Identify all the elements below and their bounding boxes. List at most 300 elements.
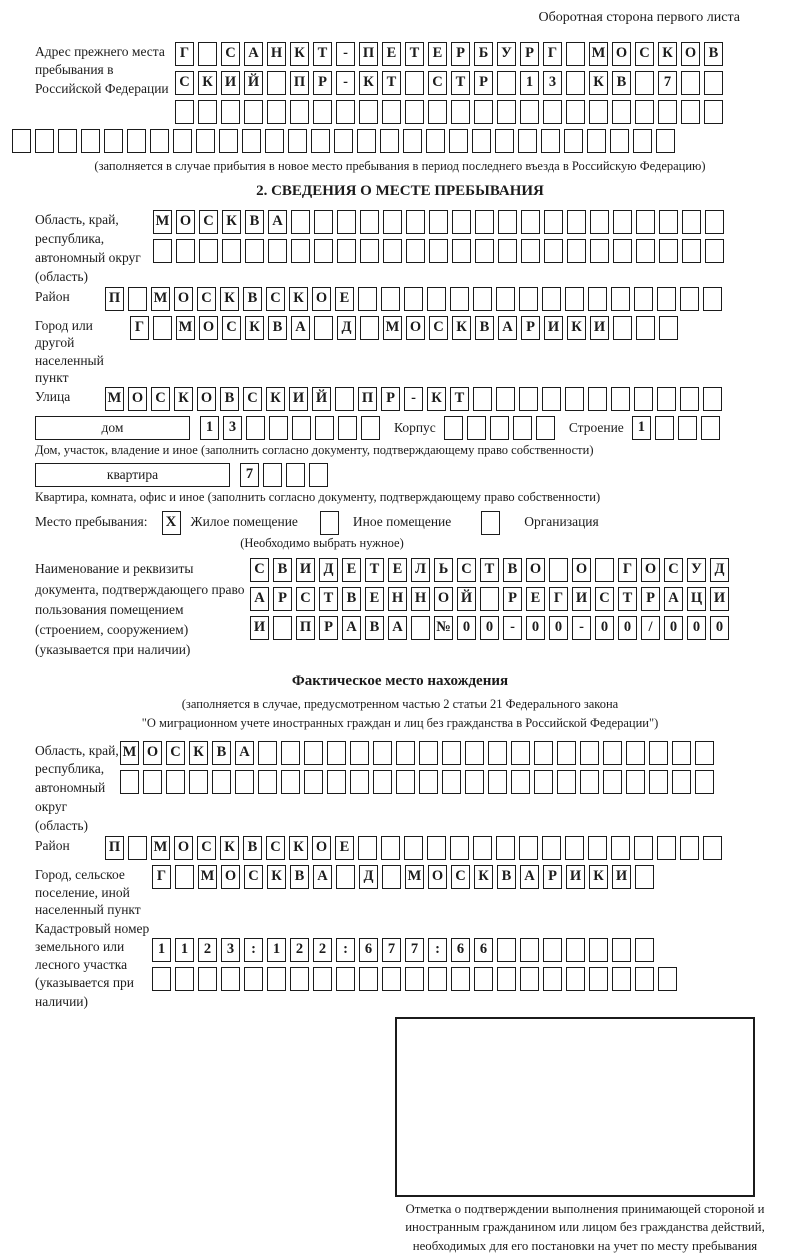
- char-cell: В: [342, 587, 361, 611]
- char-cell: Т: [319, 587, 338, 611]
- char-cell: [313, 100, 332, 124]
- char-cell: [541, 129, 560, 153]
- actual-district-label: Район: [35, 838, 70, 854]
- char-cell: О: [406, 316, 425, 340]
- char-cell: [634, 387, 653, 411]
- char-cell: В: [704, 42, 723, 66]
- city-label: Город или другой населенный пункт: [35, 317, 104, 386]
- char-cell: [337, 239, 356, 263]
- char-cell: [452, 239, 471, 263]
- char-cell: [444, 416, 463, 440]
- char-cell: 1: [632, 416, 651, 440]
- char-cell: П: [105, 836, 124, 860]
- char-cell: С: [451, 865, 470, 889]
- char-cell: [358, 836, 377, 860]
- char-cell: К: [589, 865, 608, 889]
- char-cell: [635, 71, 654, 95]
- actual-region-label: Область, край, республика, автономный округ (область): [35, 742, 119, 834]
- char-cell: О: [174, 287, 193, 311]
- char-cell: [565, 287, 584, 311]
- char-cell: [543, 100, 562, 124]
- char-cell: [659, 210, 678, 234]
- char-cell: О: [312, 836, 331, 860]
- char-cell: [404, 287, 423, 311]
- actual-title: Фактическое место нахождения: [291, 672, 509, 689]
- char-cell: [381, 287, 400, 311]
- char-cell: С: [428, 71, 447, 95]
- char-cell: Р: [474, 71, 493, 95]
- char-cell: П: [358, 387, 377, 411]
- char-cell: [359, 100, 378, 124]
- char-cell: О: [612, 42, 631, 66]
- char-cell: [465, 741, 484, 765]
- char-cell: [304, 770, 323, 794]
- char-cell: А: [498, 316, 517, 340]
- char-cell: К: [567, 316, 586, 340]
- char-cell: [589, 100, 608, 124]
- char-cell: Й: [457, 587, 476, 611]
- char-cell: [335, 387, 354, 411]
- char-cell: [360, 316, 379, 340]
- char-cell: [497, 71, 516, 95]
- char-cell: [633, 129, 652, 153]
- char-cell: -: [572, 616, 591, 640]
- char-cell: С: [250, 558, 269, 582]
- char-cell: [358, 287, 377, 311]
- char-cell: [497, 967, 516, 991]
- char-cell: [588, 836, 607, 860]
- char-cell: [480, 587, 499, 611]
- char-cell: [589, 938, 608, 962]
- char-cell: [705, 210, 724, 234]
- char-cell: [588, 387, 607, 411]
- char-cell: [634, 836, 653, 860]
- char-cell: М: [151, 287, 170, 311]
- char-cell: [290, 100, 309, 124]
- char-cell: [176, 239, 195, 263]
- char-cell: [244, 100, 263, 124]
- char-cell: С: [429, 316, 448, 340]
- char-cell: И: [296, 558, 315, 582]
- char-cell: А: [520, 865, 539, 889]
- char-cell: [219, 129, 238, 153]
- page-header: Оборотная сторона первого листа: [538, 10, 740, 25]
- char-row: [153, 239, 724, 263]
- char-cell: 1: [175, 938, 194, 962]
- char-cell: А: [268, 210, 287, 234]
- char-cell: [543, 967, 562, 991]
- char-cell: :: [428, 938, 447, 962]
- char-cell: О: [312, 287, 331, 311]
- char-cell: К: [220, 287, 239, 311]
- house-box: дом: [35, 416, 190, 440]
- stay-type-label: Место пребывания:: [35, 514, 148, 530]
- char-cell: [290, 967, 309, 991]
- char-cell: К: [245, 316, 264, 340]
- char-cell: [246, 416, 265, 440]
- char-cell: [564, 129, 583, 153]
- char-cell: [361, 416, 380, 440]
- char-cell: [373, 741, 392, 765]
- char-cell: [35, 129, 54, 153]
- actual-city-field: [12, 865, 788, 919]
- char-cell: И: [590, 316, 609, 340]
- char-cell: Й: [312, 387, 331, 411]
- actual-district-field: [12, 836, 788, 865]
- char-cell: [405, 100, 424, 124]
- char-cell: Р: [273, 587, 292, 611]
- char-cell: С: [197, 287, 216, 311]
- char-cell: [566, 42, 585, 66]
- char-cell: С: [266, 287, 285, 311]
- char-cell: Д: [337, 316, 356, 340]
- char-cell: 7: [405, 938, 424, 962]
- char-cell: 2: [313, 938, 332, 962]
- char-cell: [173, 129, 192, 153]
- char-cell: 1: [520, 71, 539, 95]
- char-cell: Н: [388, 587, 407, 611]
- char-cell: [419, 741, 438, 765]
- char-row: [152, 938, 677, 962]
- char-cell: К: [267, 865, 286, 889]
- char-cell: [175, 967, 194, 991]
- char-cell: С: [197, 836, 216, 860]
- char-cell: К: [189, 741, 208, 765]
- char-cell: П: [105, 287, 124, 311]
- char-cell: [565, 387, 584, 411]
- char-cell: [612, 938, 631, 962]
- char-cell: [235, 770, 254, 794]
- char-cell: [488, 770, 507, 794]
- char-cell: [359, 967, 378, 991]
- char-cell: [304, 741, 323, 765]
- char-cell: Н: [267, 42, 286, 66]
- char-cell: [496, 387, 515, 411]
- char-cell: Р: [451, 42, 470, 66]
- char-cell: К: [220, 836, 239, 860]
- char-row: [153, 210, 724, 234]
- char-cell: [465, 770, 484, 794]
- char-cell: [589, 967, 608, 991]
- char-cell: [406, 239, 425, 263]
- char-cell: [281, 741, 300, 765]
- char-cell: О: [143, 741, 162, 765]
- char-cell: [382, 967, 401, 991]
- char-cell: [428, 967, 447, 991]
- char-cell: [396, 770, 415, 794]
- char-cell: [380, 129, 399, 153]
- char-cell: [314, 210, 333, 234]
- char-cell: [566, 100, 585, 124]
- char-cell: [314, 316, 333, 340]
- char-cell: Ь: [434, 558, 453, 582]
- char-cell: [450, 836, 469, 860]
- char-row: [200, 416, 380, 440]
- char-cell: [672, 770, 691, 794]
- char-cell: Г: [175, 42, 194, 66]
- char-cell: М: [151, 836, 170, 860]
- char-cell: [613, 239, 632, 263]
- char-cell: [521, 210, 540, 234]
- char-cell: В: [503, 558, 522, 582]
- char-cell: А: [388, 616, 407, 640]
- char-cell: 7: [240, 463, 259, 487]
- char-cell: В: [220, 387, 239, 411]
- char-row: [250, 587, 729, 611]
- char-cell: [649, 770, 668, 794]
- section2-title: 2. СВЕДЕНИЯ О МЕСТЕ ПРЕБЫВАНИЯ: [256, 183, 544, 200]
- stay-type-note: (Необходимо выбрать нужное): [240, 535, 404, 550]
- char-cell: [426, 129, 445, 153]
- char-cell: [291, 239, 310, 263]
- char-cell: Е: [335, 836, 354, 860]
- actual-city-label: Город, сельское поселение, иной населенный пункт: [35, 867, 141, 918]
- char-cell: [429, 210, 448, 234]
- actual-region-cells: [120, 741, 714, 799]
- char-cell: М: [120, 741, 139, 765]
- char-cell: [442, 741, 461, 765]
- char-cell: [198, 967, 217, 991]
- char-cell: [411, 616, 430, 640]
- char-cell: [635, 865, 654, 889]
- char-cell: [336, 967, 355, 991]
- char-cell: [474, 100, 493, 124]
- char-cell: Г: [543, 42, 562, 66]
- char-cell: :: [336, 938, 355, 962]
- char-cell: [150, 129, 169, 153]
- char-cell: И: [289, 387, 308, 411]
- char-cell: [613, 316, 632, 340]
- checkbox-organization: [481, 511, 500, 535]
- char-cell: [511, 741, 530, 765]
- cadastral-field: [12, 919, 788, 1011]
- char-cell: О: [434, 587, 453, 611]
- street-field: [12, 387, 788, 416]
- char-cell: [429, 239, 448, 263]
- char-cell: А: [235, 741, 254, 765]
- char-cell: Е: [335, 287, 354, 311]
- char-cell: А: [244, 42, 263, 66]
- korpus-label: Корпус: [394, 419, 436, 435]
- char-cell: №: [434, 616, 453, 640]
- char-cell: Е: [388, 558, 407, 582]
- char-cell: [649, 741, 668, 765]
- char-cell: [635, 100, 654, 124]
- char-cell: [611, 287, 630, 311]
- char-cell: [212, 770, 231, 794]
- char-cell: М: [105, 387, 124, 411]
- char-cell: [519, 287, 538, 311]
- city-field: [12, 316, 788, 387]
- char-cell: [703, 287, 722, 311]
- char-cell: [590, 210, 609, 234]
- char-cell: [565, 836, 584, 860]
- char-cell: К: [427, 387, 446, 411]
- char-cell: [269, 416, 288, 440]
- checkbox-residential: X: [162, 511, 181, 535]
- prev-address-note: (заполняется в случае прибытия в новое место пребывания в период последнего въезда в Российскую Федерацию): [94, 158, 706, 173]
- char-cell: В: [475, 316, 494, 340]
- char-cell: -: [336, 71, 355, 95]
- char-cell: [383, 210, 402, 234]
- char-cell: [104, 129, 123, 153]
- char-cell: О: [428, 865, 447, 889]
- char-cell: М: [153, 210, 172, 234]
- char-cell: В: [365, 616, 384, 640]
- apartment-row: [35, 463, 788, 487]
- char-cell: [542, 836, 561, 860]
- char-cell: В: [273, 558, 292, 582]
- char-cell: С: [635, 42, 654, 66]
- confirmation-stamp-box: [395, 1017, 755, 1197]
- char-cell: [655, 416, 674, 440]
- char-cell: [611, 387, 630, 411]
- char-cell: [473, 287, 492, 311]
- char-cell: Д: [319, 558, 338, 582]
- char-cell: И: [544, 316, 563, 340]
- char-cell: [474, 967, 493, 991]
- char-cell: 6: [451, 938, 470, 962]
- char-cell: [497, 100, 516, 124]
- char-cell: О: [128, 387, 147, 411]
- char-row: [120, 770, 714, 794]
- char-cell: [635, 938, 654, 962]
- char-cell: [291, 210, 310, 234]
- char-cell: [659, 316, 678, 340]
- char-cell: [350, 741, 369, 765]
- char-cell: И: [572, 587, 591, 611]
- document-field: [12, 558, 788, 660]
- char-cell: 0: [457, 616, 476, 640]
- char-cell: [268, 239, 287, 263]
- cadastral-label: Кадастровый номер земельного или лесного участка (указывается при наличии): [35, 920, 150, 1009]
- char-cell: К: [290, 42, 309, 66]
- char-cell: [681, 100, 700, 124]
- char-cell: [475, 239, 494, 263]
- char-cell: [152, 967, 171, 991]
- char-cell: [175, 100, 194, 124]
- char-cell: [258, 741, 277, 765]
- char-cell: [404, 836, 423, 860]
- char-cell: [520, 938, 539, 962]
- char-cell: [634, 287, 653, 311]
- char-cell: [373, 770, 392, 794]
- char-cell: 2: [290, 938, 309, 962]
- char-cell: [587, 129, 606, 153]
- char-cell: [703, 836, 722, 860]
- char-cell: [315, 416, 334, 440]
- char-row: [250, 616, 729, 640]
- char-cell: [189, 770, 208, 794]
- char-cell: [678, 416, 697, 440]
- char-cell: [350, 770, 369, 794]
- actual-note-1: (заполняется в случае, предусмотренном частью 2 статьи 21 Федерального закона: [181, 696, 619, 711]
- region-label: Область, край, республика, автономный округ (область): [35, 212, 141, 284]
- region-field: [12, 210, 788, 287]
- char-row: [632, 416, 720, 440]
- char-cell: А: [342, 616, 361, 640]
- char-cell: :: [244, 938, 263, 962]
- char-cell: [682, 239, 701, 263]
- actual-region-field: [12, 741, 788, 836]
- char-cell: [705, 239, 724, 263]
- stamp-caption: Отметка о подтверждении выполнения принимающей стороной и иностранным гражданином или лицом без гражданства действий, необходимых для его постановки на учет по месту пребывания: [405, 1201, 765, 1253]
- char-cell: [534, 741, 553, 765]
- char-cell: Р: [313, 71, 332, 95]
- char-cell: [566, 938, 585, 962]
- char-cell: [128, 836, 147, 860]
- char-cell: У: [687, 558, 706, 582]
- char-cell: [427, 836, 446, 860]
- prev-address-block: [12, 42, 788, 129]
- char-cell: [327, 770, 346, 794]
- char-cell: [473, 387, 492, 411]
- char-row: [175, 100, 723, 124]
- char-cell: [403, 129, 422, 153]
- char-cell: 3: [221, 938, 240, 962]
- char-cell: Г: [618, 558, 637, 582]
- char-cell: 7: [382, 938, 401, 962]
- char-cell: О: [572, 558, 591, 582]
- char-cell: К: [658, 42, 677, 66]
- char-cell: [258, 770, 277, 794]
- char-cell: [313, 967, 332, 991]
- char-cell: [199, 239, 218, 263]
- char-cell: К: [174, 387, 193, 411]
- char-cell: [543, 938, 562, 962]
- char-cell: Р: [381, 387, 400, 411]
- char-row: [105, 836, 722, 860]
- char-cell: [521, 239, 540, 263]
- char-cell: Л: [411, 558, 430, 582]
- char-cell: Е: [428, 42, 447, 66]
- char-cell: А: [250, 587, 269, 611]
- char-cell: С: [166, 741, 185, 765]
- char-cell: [405, 967, 424, 991]
- char-cell: Т: [480, 558, 499, 582]
- char-cell: [695, 770, 714, 794]
- char-cell: [511, 770, 530, 794]
- char-cell: Д: [359, 865, 378, 889]
- char-cell: Т: [313, 42, 332, 66]
- char-cell: [520, 100, 539, 124]
- char-cell: [475, 210, 494, 234]
- char-cell: [542, 287, 561, 311]
- char-cell: Т: [451, 71, 470, 95]
- char-cell: М: [198, 865, 217, 889]
- char-cell: В: [243, 287, 262, 311]
- char-cell: Е: [526, 587, 545, 611]
- char-cell: [519, 836, 538, 860]
- char-cell: П: [296, 616, 315, 640]
- house-note: Дом, участок, владение и иное (заполнить согласно документу, подтверждающему право собственности): [35, 442, 594, 457]
- char-cell: [383, 239, 402, 263]
- char-cell: [405, 71, 424, 95]
- char-cell: [657, 836, 676, 860]
- char-cell: [611, 836, 630, 860]
- char-cell: 3: [543, 71, 562, 95]
- char-cell: [588, 287, 607, 311]
- char-cell: Ц: [687, 587, 706, 611]
- char-cell: [451, 967, 470, 991]
- char-cell: К: [198, 71, 217, 95]
- char-cell: [245, 239, 264, 263]
- char-cell: [382, 865, 401, 889]
- char-cell: Р: [520, 42, 539, 66]
- char-cell: [273, 616, 292, 640]
- char-cell: [127, 129, 146, 153]
- char-cell: [626, 770, 645, 794]
